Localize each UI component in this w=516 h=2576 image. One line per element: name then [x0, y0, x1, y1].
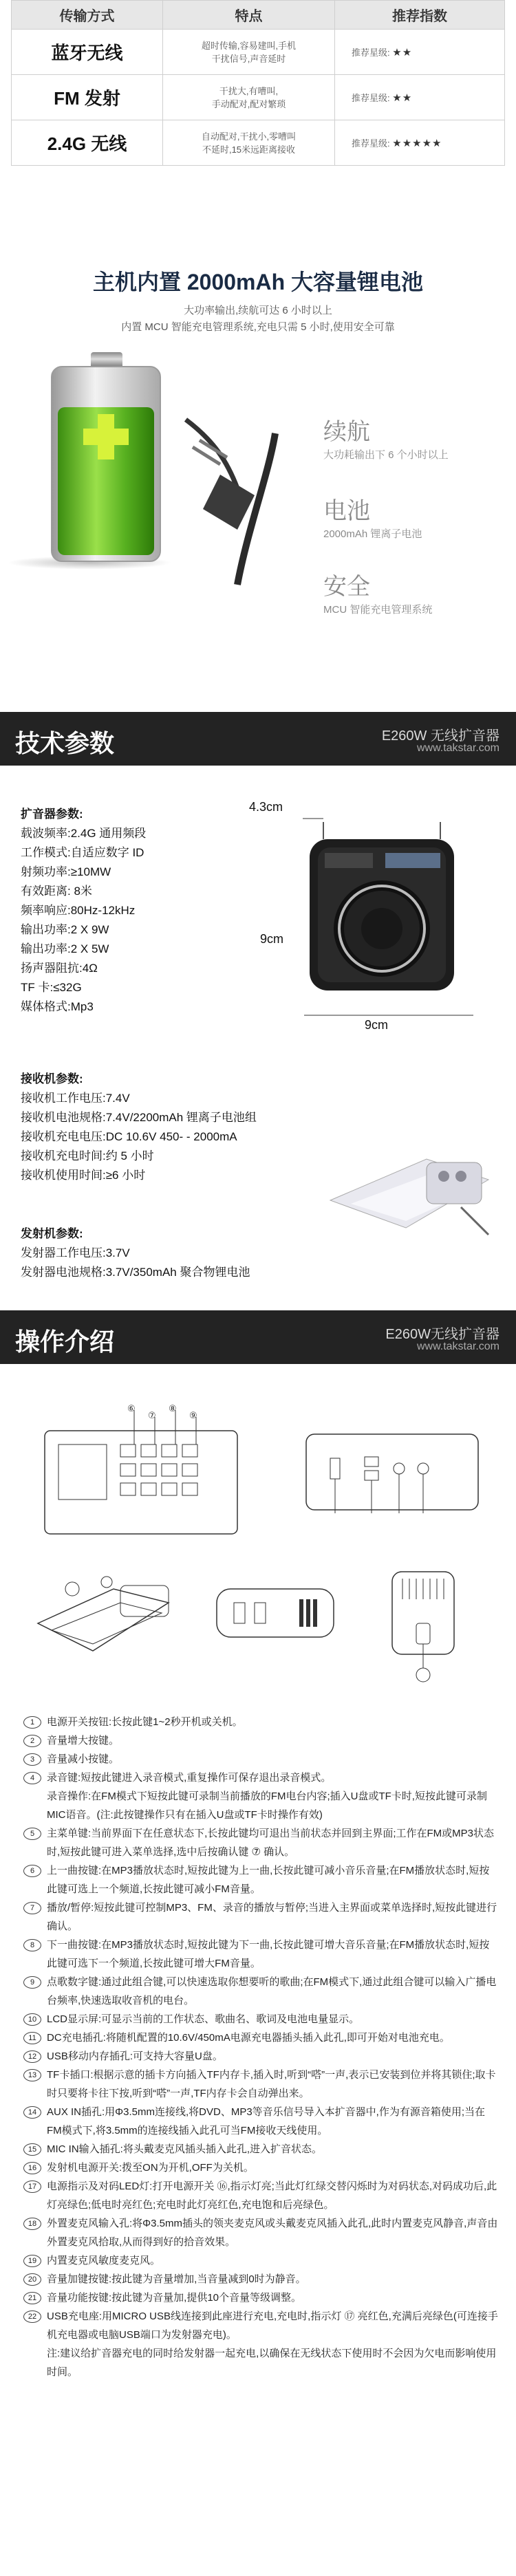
feature-safety-title: 安全	[323, 574, 370, 600]
feature-line: 干扰大,有嘈叫,	[219, 85, 279, 96]
instruction-item	[23, 2010, 498, 2028]
instruction-text: 主菜单键:当前界面下在任意状态下,长按此键均可退出当前状态并回到主界面;工作在FM或MP3状态时,短按此键可进入菜单选择,选中后按确认键 ⑦ 确认。	[47, 1828, 495, 1858]
instruction-text: 注:建议给扩音器充电的同时给发射器一起充电,以确保在无线状态下使用时不会因为欠电而影响使用时间。	[47, 2348, 497, 2378]
spec-line: 发射器工作电压:3.7V	[21, 1246, 130, 1259]
instruction-item	[23, 1713, 498, 1731]
callout-8: ⑧	[169, 1403, 177, 1414]
table-header-row	[12, 1, 505, 30]
battery-subtitle-1: 大功率输出,续航可达 6 小时以上	[184, 305, 332, 316]
feature-battery-title: 电池	[323, 498, 370, 524]
speaker-product-image	[282, 819, 461, 1011]
width-arrow	[303, 1011, 475, 1019]
instruction-text: 录音操作:在FM模式下短按此键可录制当前播放的FM电台内容;插入U盘或TF卡时,短按此键可录制MIC语音。(注:此按键操作只有在插入U盘或TF卡时操作有效)	[47, 1790, 487, 1821]
instruction-text: 下一曲按键:在MP3播放状态时,短按此键为下一曲,长按此键可增大音乐音量;在FM播放状态时,短按此键可选下一个频道,长按此键可增大FM音量。	[47, 1939, 490, 1969]
tech-specs-banner	[0, 712, 516, 766]
instruction-number: 10	[23, 2013, 41, 2026]
spec-line: 载波频率:2.4G 通用频段	[21, 827, 147, 840]
feature-safety-desc: MCU 智能充电管理系统	[323, 604, 433, 616]
instruction-list	[23, 1713, 498, 2381]
rating-cell	[335, 120, 505, 166]
transmitter-side-diagram	[31, 1575, 189, 1665]
banner-url: www.takstar.com	[416, 1341, 499, 1352]
transmission-comparison-table	[11, 0, 505, 166]
instruction-number: 17	[23, 2180, 41, 2193]
instruction-number: 15	[23, 2143, 41, 2156]
transmitter-top-diagram	[213, 1582, 337, 1651]
instruction-number: 12	[23, 2050, 41, 2063]
table-row	[12, 120, 505, 166]
spec-line: 工作模式:自适应数字 ID	[21, 846, 144, 859]
clip-transmitter-image	[323, 1138, 495, 1242]
instruction-item	[23, 2028, 498, 2047]
instruction-text: 外置麦克风输入孔:将Φ3.5mm插头的领夹麦克风或头戴麦克风插入此孔,此时内置麦克风静音,声音由外置麦克风拾取,从而得到好的拾音效果。	[47, 2218, 498, 2248]
tech-specs-title: 技术参数	[15, 729, 115, 757]
instruction-text: DC充电插孔:将随机配置的10.6V/450mA电源充电器插头插入此孔,即可开始对电池充电。	[47, 2032, 450, 2044]
battery-body	[51, 366, 161, 562]
feature-line: 干扰信号,声音延时	[211, 53, 286, 64]
rating-label: 推荐星级:	[352, 93, 390, 103]
instruction-number: 18	[23, 2218, 41, 2230]
feature-line: 不延时,15米远距离接收	[202, 144, 296, 155]
instruction-item	[23, 2344, 498, 2381]
instruction-item	[23, 2177, 498, 2214]
instruction-text: 发射机电源开关:拨至ON为开机,OFF为关机。	[47, 2162, 254, 2174]
star-rating: ★★	[392, 47, 413, 58]
instruction-number: 2	[23, 1735, 41, 1747]
receiver-specs-list	[21, 1070, 257, 1185]
instruction-text: USB充电座:用MICRO USB线连接到此座进行充电,充电时,指示灯 ⑰ 亮红色,充满后亮绿色(可连接手机充电器或电脑USB端口为发射器充电)。	[47, 2310, 498, 2341]
transmitter-specs-list	[21, 1224, 250, 1282]
spec-heading: 接收机参数:	[21, 1072, 83, 1085]
operations-title: 操作介绍	[15, 1328, 115, 1356]
instruction-text: 内置麦克风敏度麦克风。	[47, 2255, 161, 2266]
rating-cell	[335, 75, 505, 120]
instruction-number: 6	[23, 1865, 41, 1877]
instruction-item	[23, 1936, 498, 1973]
instruction-number: 22	[23, 2310, 41, 2323]
instruction-number	[23, 2348, 41, 2360]
spec-line: 接收机工作电压:7.4V	[21, 1092, 130, 1105]
feature-endurance-title: 续航	[323, 419, 370, 445]
instruction-number: 14	[23, 2106, 41, 2119]
feature-battery-desc: 2000mAh 锂离子电池	[323, 528, 422, 540]
instruction-number: 9	[23, 1976, 41, 1989]
callout-9: ⑨	[189, 1410, 197, 1420]
instruction-item	[23, 2288, 498, 2307]
instruction-text: 音量增大按键。	[47, 1735, 120, 1746]
instruction-number: 8	[23, 1939, 41, 1951]
instruction-item	[23, 1898, 498, 1936]
instruction-number: 19	[23, 2255, 41, 2267]
spec-line: 有效距离: 8米	[21, 885, 92, 898]
spec-line: 输出功率:2 X 9W	[21, 923, 109, 936]
spec-line: 接收机充电时间:约 5 小时	[21, 1149, 154, 1162]
instruction-text: 点歌数字键:通过此组合键,可以快速选取你想要听的歌曲;在FM模式下,通过此组合键可以输入广播电台频率,快速选取收音机的电台。	[47, 1976, 497, 2006]
battery-title: 主机内置 2000mAh 大容量锂电池	[92, 270, 424, 294]
feature-cell	[163, 30, 335, 75]
instruction-text: AUX IN插孔:用Φ3.5mm连接线,将DVD、MP3等音乐信号导入本扩音器中,作为有源音箱使用;当在FM模式下,将3.5mm的连接线插入此孔可当FM接收天线使用。	[47, 2106, 486, 2136]
instruction-text: 播放/暂停:短按此键可控制MP3、FM、录音的播放与暂停;当进入主界面或菜单选择时,短按此键进行确认。	[47, 1902, 497, 1932]
instruction-item	[23, 2214, 498, 2251]
instruction-number: 1	[23, 1716, 41, 1729]
plus-icon-bar	[83, 429, 129, 445]
instruction-item	[23, 1731, 498, 1750]
banner-url: www.takstar.com	[416, 742, 499, 754]
instruction-number: 13	[23, 2069, 41, 2081]
callout-6: ⑥	[127, 1403, 136, 1414]
instruction-text: 音量减小按键。	[47, 1753, 120, 1765]
spec-line: 射频功率:≥10MW	[21, 865, 111, 878]
instruction-text: 音量功能按键:按此键为音量加,提供10个音量等级调整。	[47, 2292, 302, 2304]
banner-model: E260W 无线扩音器	[381, 728, 499, 744]
instruction-item	[23, 2047, 498, 2066]
instruction-item	[23, 2103, 498, 2140]
instruction-item	[23, 2251, 498, 2270]
spec-line: 接收机使用时间:≥6 小时	[21, 1169, 146, 1182]
instruction-number	[23, 1790, 41, 1803]
instruction-number: 5	[23, 1828, 41, 1840]
spec-line: TF 卡:≤32G	[21, 981, 82, 994]
amplifier-specs-list	[21, 805, 146, 1017]
star-rating: ★★★★★	[392, 138, 442, 149]
rating-label: 推荐星级:	[352, 138, 390, 149]
dimension-height: 9cm	[260, 932, 284, 946]
instruction-text: 录音键:短按此键进入录音模式,重复操作可保存退出录音模式。	[47, 1772, 332, 1784]
instruction-item	[23, 1787, 498, 1824]
dimension-width: 9cm	[365, 1018, 389, 1032]
header-features: 特点	[163, 1, 335, 30]
instruction-item	[23, 1824, 498, 1861]
header-rating: 推荐指数	[335, 1, 505, 30]
instruction-number: 16	[23, 2162, 41, 2174]
rating-label: 推荐星级:	[352, 47, 390, 58]
operations-banner	[0, 1310, 516, 1364]
instruction-number: 21	[23, 2292, 41, 2304]
spec-line: 发射器电池规格:3.7V/350mAh 聚合物锂电池	[21, 1266, 250, 1279]
depth-arrow	[303, 812, 323, 825]
instruction-item	[23, 1861, 498, 1898]
feature-line: 手动配对,配对繁琐	[211, 98, 286, 109]
feature-endurance-desc: 大功耗输出下 6 个小时以上	[323, 449, 449, 461]
instruction-number: 3	[23, 1753, 41, 1766]
banner-model: E260W无线扩音器	[385, 1327, 499, 1342]
feature-line: 超时传输,容易建叫,手机	[201, 40, 297, 51]
instruction-number: 20	[23, 2273, 41, 2286]
instruction-number: 11	[23, 2032, 41, 2044]
callout-7: ⑦	[148, 1410, 156, 1420]
spec-line: 频率响应:80Hz-12kHz	[21, 904, 136, 917]
feature-line: 自动配对,干扰小,零嘈叫	[201, 131, 297, 142]
spec-heading: 发射机参数:	[21, 1227, 83, 1240]
instruction-item	[23, 2307, 498, 2344]
spec-line: 媒体格式:Mp3	[21, 1000, 94, 1013]
battery-cap	[91, 352, 122, 367]
instruction-text: 电源指示及对码LED灯:打开电源开关 ⑯,指示灯亮;当此灯红绿交替闪烁时为对码状态,对码成功后,此灯亮绿色;低电时亮红色;充电时此灯亮红色,充电饱和后亮绿色。	[47, 2180, 497, 2211]
battery-subtitle-2: 内置 MCU 智能充电管理系统,充电只需 5 小时,使用安全可靠	[121, 321, 395, 333]
spec-heading: 扩音器参数:	[21, 808, 83, 821]
instruction-number: 4	[23, 1772, 41, 1784]
instruction-number: 7	[23, 1902, 41, 1914]
spec-line: 接收机充电电压:DC 10.6V 450- - 2000mA	[21, 1130, 237, 1143]
spec-line: 扬声器阻抗:4Ω	[21, 962, 98, 975]
front-panel-diagram	[38, 1403, 244, 1541]
instruction-text: 音量加键按键:按此键为音量增加,当音量减到0时为静音。	[47, 2273, 306, 2285]
instruction-item	[23, 2270, 498, 2288]
instruction-text: MIC IN输入插孔:将头戴麦克风插头插入此孔,进入扩音状态。	[47, 2143, 322, 2155]
transmitter-bottom-diagram	[385, 1568, 461, 1685]
instruction-item	[23, 1768, 498, 1787]
table-row	[12, 30, 505, 75]
spec-line: 输出功率:2 X 5W	[21, 942, 109, 955]
star-rating: ★★	[392, 92, 413, 104]
dimension-depth: 4.3cm	[249, 800, 283, 814]
instruction-item	[23, 2158, 498, 2177]
feature-cell	[163, 120, 335, 166]
header-method: 传输方式	[12, 1, 163, 30]
method-cell: FM 发射	[12, 75, 163, 120]
method-cell: 蓝牙无线	[12, 30, 163, 75]
spec-line: 接收机电池规格:7.4V/2200mAh 锂离子电池组	[21, 1111, 257, 1124]
rating-cell	[335, 30, 505, 75]
instruction-text: 电源开关按钮:长按此键1~2秒开机或关机。	[47, 1716, 243, 1728]
side-panel-diagram	[303, 1431, 482, 1527]
table-row	[12, 75, 505, 120]
feature-cell	[163, 75, 335, 120]
instruction-item	[23, 2066, 498, 2103]
battery-icon	[51, 352, 161, 565]
method-cell: 2.4G 无线	[12, 120, 163, 166]
instruction-text: 上一曲按键:在MP3播放状态时,短按此键为上一曲,长按此键可减小音乐音量;在FM播放状态时,短按此键可选上一个频道,长按此键可减小FM音量。	[47, 1865, 490, 1895]
instruction-item	[23, 1973, 498, 2010]
instruction-text: LCD显示屏:可显示当前的工作状态、歌曲名、歌词及电池电量显示。	[47, 2013, 360, 2025]
instruction-text: USB移动内存插孔:可支持大容量U盘。	[47, 2050, 223, 2062]
instruction-item	[23, 2140, 498, 2158]
charging-plug-icon	[172, 413, 296, 592]
instruction-text: TF卡插口:根据示意的插卡方向插入TF内存卡,插入时,听到“嗒”一声,表示已安装到位并将其锁住;取卡时只要将卡往下按,听到“嗒”一声,TF内存卡会自动弹出来。	[47, 2069, 496, 2099]
instruction-item	[23, 1750, 498, 1768]
